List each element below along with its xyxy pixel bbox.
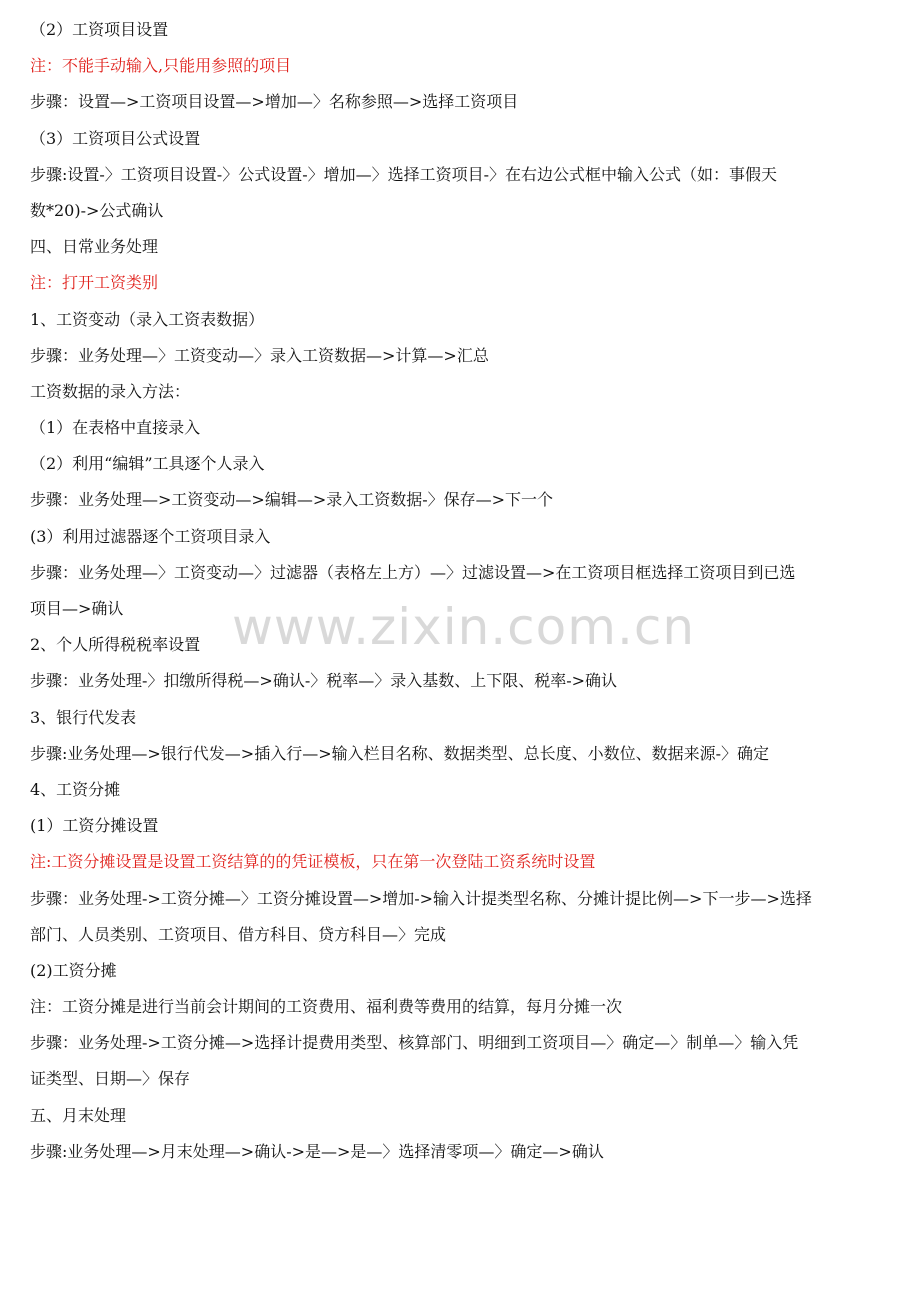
text-line: 五、月末处理 [30, 1105, 127, 1125]
note-line: 注:工资分摊设置是设置工资结算的的凭证模板，只在第一次登陆工资系统时设置 [30, 852, 596, 872]
text-line: 注：工资分摊是进行当前会计期间的工资费用、福利费等费用的结算，每月分摊一次 [30, 997, 623, 1017]
text-line: 步骤：业务处理—〉工资变动—〉录入工资数据—>计算—>汇总 [30, 345, 489, 365]
text-line: 4、工资分摊 [30, 779, 121, 799]
text-line: (3）利用过滤器逐个工资项目录入 [30, 526, 271, 546]
text-line: 工资数据的录入方法： [30, 381, 191, 401]
text-line: 步骤:设置-〉工资项目设置-〉公式设置-〉增加—〉选择工资项目-〉在右边公式框中输入公式（如：事假天 [30, 164, 778, 184]
text-line: （2）利用“编辑”工具逐个人录入 [30, 454, 265, 474]
text-line: 数*20)->公式确认 [30, 200, 164, 220]
document-body [0, 12, 920, 1170]
text-line: 步骤：业务处理-〉扣缴所得税—>确认-〉税率—〉录入基数、上下限、税率->确认 [30, 671, 618, 691]
text-line: (1）工资分摊设置 [30, 816, 159, 836]
text-line: 步骤：设置—>工资项目设置—>增加—〉名称参照—>选择工资项目 [30, 92, 519, 112]
text-line: 项目—>确认 [30, 599, 124, 618]
text-line: 步骤:业务处理—>月末处理—>确认->是—>是—〉选择清零项—〉确定—>确认 [30, 1141, 604, 1161]
text-line: 1、工资变动（录入工资表数据） [30, 309, 265, 329]
text-line: 2、个人所得税税率设置 [30, 635, 201, 655]
text-line: （2）工资项目设置 [30, 20, 169, 39]
text-line: 3、银行代发表 [30, 707, 137, 727]
watermark: www.zixin.com.cn [232, 598, 696, 656]
note-line: 注：不能手动输入,只能用参照的项目 [30, 56, 292, 76]
note-line: 注：打开工资类别 [30, 273, 159, 293]
text-line: (2)工资分摊 [30, 960, 117, 980]
text-line: 部门、人员类别、工资项目、借方科目、贷方科目—〉完成 [30, 924, 447, 944]
text-line: 步骤：业务处理->工资分摊—>选择计提费用类型、核算部门、明细到工资项目—〉确定—〉制单—〉输入凭 [30, 1033, 799, 1053]
text-line: 步骤：业务处理—>工资变动—>编辑—>录入工资数据-〉保存—>下一个 [30, 490, 554, 510]
text-line: 步骤：业务处理->工资分摊—〉工资分摊设置—>增加->输入计提类型名称、分摊计提比例—>下一步—>选择 [30, 888, 812, 908]
text-line: 证类型、日期—〉保存 [30, 1069, 191, 1089]
text-line: 步骤:业务处理—>银行代发—>插入行—>输入栏目名称、数据类型、总长度、小数位、数据来源-〉确定 [30, 743, 770, 763]
text-line: 四、日常业务处理 [30, 237, 159, 257]
text-line: 步骤：业务处理—〉工资变动—〉过滤器（表格左上方）—〉过滤设置—>在工资项目框选择工资项目到已选 [30, 562, 796, 582]
text-line: （1）在表格中直接录入 [30, 418, 201, 438]
text-line: （3）工资项目公式设置 [30, 128, 201, 148]
